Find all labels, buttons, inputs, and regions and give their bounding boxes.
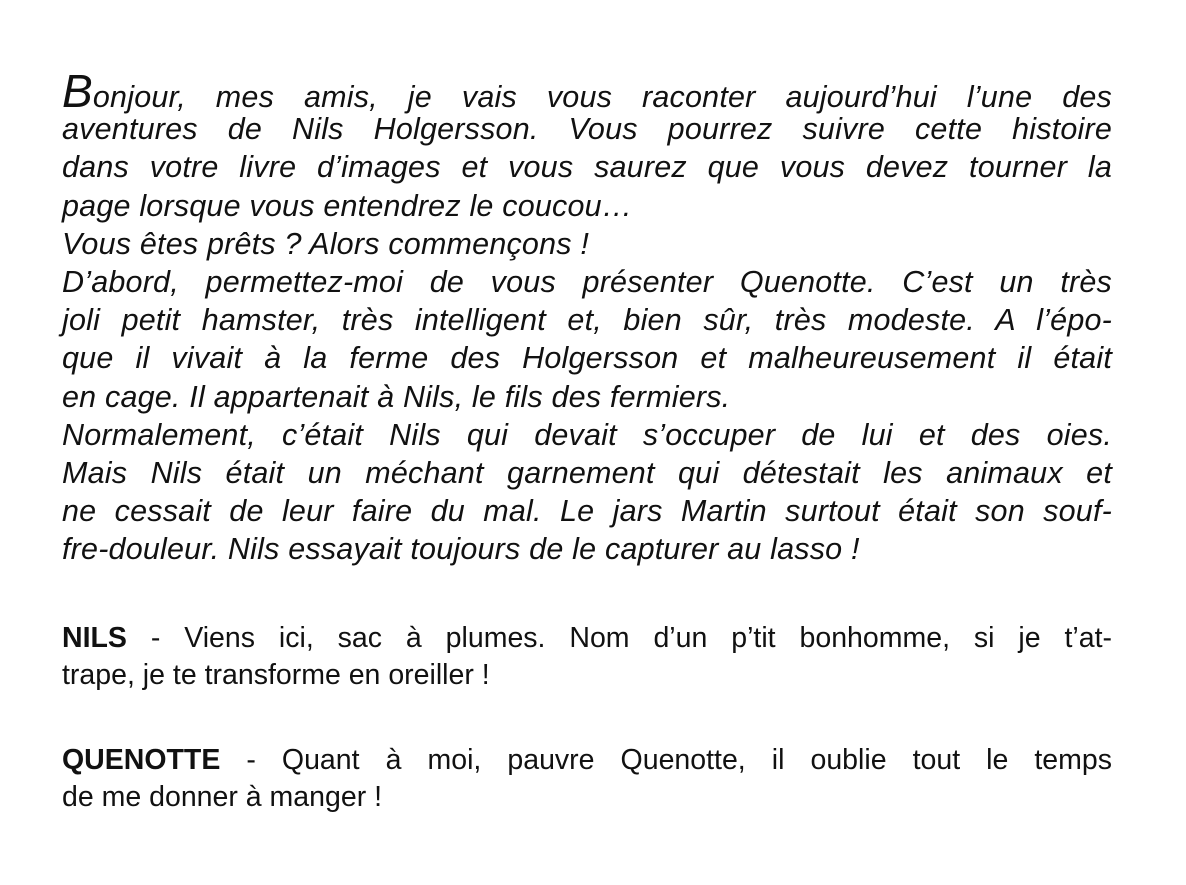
dialogue-line: de me donner à manger ! <box>62 781 383 813</box>
narration-paragraph <box>62 65 1122 568</box>
dialogue-quenotte <box>62 742 1122 816</box>
narration-line: Mais Nils était un méchant garnement qui détestait les animaux et <box>62 455 1112 490</box>
dialogue-line <box>62 742 1112 779</box>
narration-line <box>62 65 1112 117</box>
drop-cap: B <box>62 65 93 117</box>
narration-line: page lorsque vous entendrez le coucou… <box>62 188 633 223</box>
narration-line: en cage. Il appartenait à Nils, le fils des fermiers. <box>62 379 731 414</box>
narration-line-text: onjour, mes amis, je vais vous raconter aujourd’hui l’une des <box>92 80 1112 114</box>
speaker-name: NILS <box>62 622 127 654</box>
narration-line: que il vivait à la ferme des Holgersson et malheureusement il était <box>62 341 1112 376</box>
narration-line: ne cessait de leur faire du mal. Le jars Martin surtout était son souf- <box>62 494 1112 529</box>
dialogue-text: - Viens ici, sac à plumes. Nom d’un p’tit bonhomme, si je t’at- <box>126 622 1112 654</box>
narration-line: aventures de Nils Holgersson. Vous pourrez suivre cette histoire <box>62 112 1112 147</box>
dialogue-line: trape, je te transforme en oreiller ! <box>62 659 490 691</box>
narration-line: Normalement, c’était Nils qui devait s’occuper de lui et des oies. <box>62 417 1112 452</box>
dialogue-text: - Quant à moi, pauvre Quenotte, il oublie tout le temps <box>220 744 1112 776</box>
dialogue-line <box>62 620 1112 657</box>
narration-line: joli petit hamster, très intelligent et, bien sûr, très modeste. A l’épo- <box>62 303 1112 338</box>
narration-line: D’abord, permettez-moi de vous présenter Quenotte. C’est un très <box>62 264 1112 299</box>
narration-line: Vous êtes prêts ? Alors commençons ! <box>62 226 590 261</box>
narration-line: dans votre livre d’images et vous saurez que vous devez tourner la <box>62 150 1112 185</box>
dialogue-nils <box>62 620 1122 694</box>
narration-line: fre-douleur. Nils essayait toujours de le capturer au lasso ! <box>62 532 860 567</box>
speaker-name: QUENOTTE <box>62 744 221 776</box>
